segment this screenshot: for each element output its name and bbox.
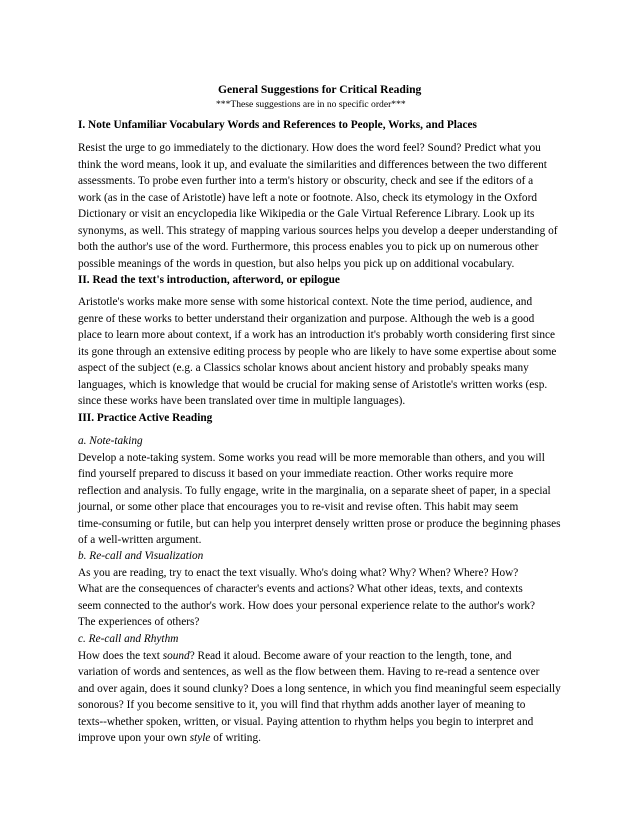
subsection-c-heading: c. Re-call and Rhythm — [78, 633, 179, 645]
text-run: ? Read it aloud. Become aware of your reaction to the length, tone, and — [189, 649, 512, 662]
document-title: General Suggestions for Critical Reading — [218, 83, 422, 96]
paragraph-line: possible meanings of the words in question, but also helps you pick up on additional vocabulary. — [78, 257, 515, 270]
section-1-heading: I. Note Unfamiliar Vocabulary Words and References to People, Works, and Places — [78, 119, 477, 131]
paragraph-line: think the word means, look it up, and evaluate the similarities and differences between the two different — [78, 158, 547, 171]
paragraph-line: of a well-written argument. — [78, 534, 202, 546]
paragraph-line: Develop a note-taking system. Some works you read will be more memorable than others, and you will — [78, 451, 545, 464]
section-3-heading: III. Practice Active Reading — [78, 412, 213, 424]
paragraph-line: Aristotle's works make more sense with some historical context. Note the time period, audience, and — [78, 296, 533, 308]
section-2-heading: II. Read the text's introduction, afterword, or epilogue — [78, 274, 340, 286]
subsection-a-heading: a. Note-taking — [78, 435, 143, 447]
paragraph-line: languages, which is knowledge that would be crucial for making sense of Aristotle's written works (esp. — [78, 378, 548, 391]
paragraph-line: journal, or some other place that encourages you to re-visit and revise often. This habit may seem — [78, 501, 519, 513]
paragraph-line: As you are reading, try to enact the text visually. Who's doing what? Why? When? Where? How? — [78, 566, 519, 579]
paragraph-line: and over again, does it sound clunky? Does a long sentence, in which you find meaningful seem especially — [78, 682, 561, 695]
paragraph-line: both the author's use of the word. Furthermore, this process enables you to pick up on numerous other — [78, 241, 539, 253]
subsection-b — [78, 548, 586, 631]
paragraph-line: Dictionary or visit an encyclopedia like Wikipedia or the Gale Virtual Reference Library. Look up its — [78, 208, 535, 220]
paragraph-line: assessments. To probe even further into a term's history or obscurity, check and see if the editors of a — [78, 175, 534, 187]
subsection-b-heading: b. Re-call and Visualization — [78, 550, 204, 562]
paragraph-line: genre of these works to better understand their organization and purpose. Although the web is a good — [78, 312, 535, 325]
paragraph-line: time-consuming or futile, but can help you interpret densely written prose or produce the beginning phases — [78, 517, 561, 530]
paragraph-line — [78, 648, 586, 665]
paragraph-line: sonorous? If you become sensitive to it, you will find that rhythm adds another layer of meaning to — [78, 699, 526, 711]
emphasis-text: sound — [162, 649, 190, 662]
paragraph-line: since these works have been translated over time in multiple languages). — [78, 395, 406, 407]
paragraph-line: aspect of the subject (e.g. a Classics scholar knows about ancient history and probably speaks many — [78, 362, 529, 374]
paragraph-line: The experiences of others? — [78, 616, 200, 628]
subsection-a — [78, 433, 586, 549]
paragraph-line: reflection and analysis. To fully engage, write in the marginalia, on a separate sheet of paper, in a special — [78, 484, 551, 497]
document-subtitle: ***These suggestions are in no specific order*** — [216, 99, 406, 110]
paragraph-line: seem connected to the author's work. How does your personal experience relate to the author's work? — [78, 599, 536, 612]
paragraph-line: work (as in the case of Aristotle) have left a note or footnote. Also, check its etymology in the Oxford — [78, 191, 537, 204]
text-run: How does the text — [78, 649, 163, 662]
section-2-paragraph — [78, 294, 586, 410]
paragraph-line — [78, 730, 586, 747]
paragraph-line: its gone through an extensive editing process by people who are likely to have some expertise about some — [78, 345, 557, 358]
paragraph-line: variation of words and sentences, as well as the flow between them. Having to re-read a sentence over — [78, 666, 540, 678]
text-run: improve upon your own — [78, 732, 190, 744]
paragraph-line: Resist the urge to go immediately to the dictionary. How does the word feel? Sound? Predict what you — [78, 142, 541, 154]
paragraph-line: find yourself prepared to discuss it based on your immediate reaction. Other works require more — [78, 468, 514, 480]
subsection-c — [78, 631, 586, 747]
paragraph-line: place to learn more about context, if a work has an introduction it's probably worth considering first since — [78, 329, 556, 341]
text-run: of writing. — [210, 732, 261, 744]
paragraph-line: texts--whether spoken, written, or visual. Paying attention to rhythm helps you begin to interpret and — [78, 715, 534, 728]
paragraph-line: What are the consequences of character's events and actions? What other ideas, texts, and contexts — [78, 583, 523, 595]
emphasis-text: style — [189, 732, 211, 744]
section-1-paragraph — [78, 140, 586, 272]
paragraph-line: synonyms, as well. This strategy of mapping various sources helps you develop a deeper understanding of — [78, 224, 558, 237]
